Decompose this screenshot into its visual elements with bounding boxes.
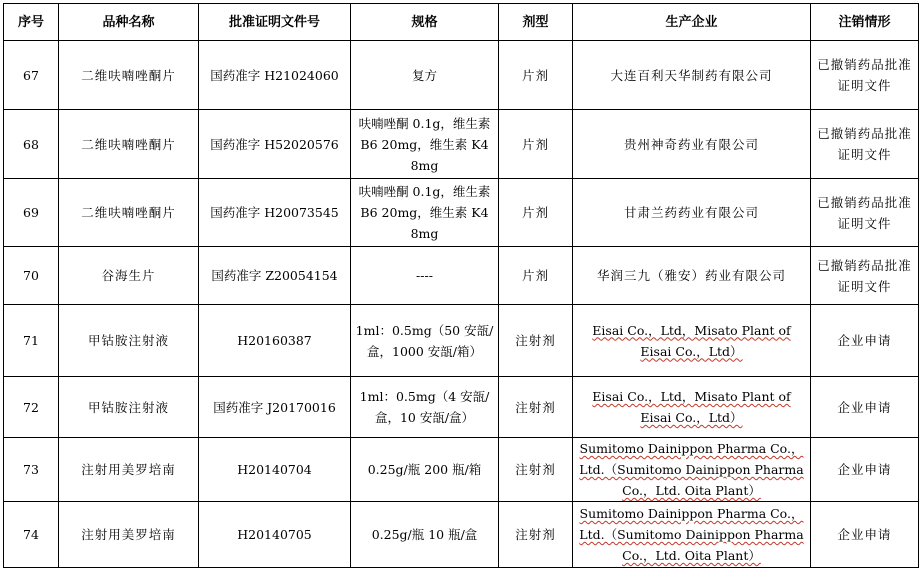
cell-product-name: 二维呋喃唑酮片 [59,179,199,247]
cell-cancellation-status: 已撤销药品批准证明文件 [811,41,919,110]
cell-dosage-form: 片剂 [499,41,573,110]
cell-serial-number: 68 [4,110,59,179]
cell-approval-number: 国药准字 H52020576 [199,110,351,179]
cell-cancellation-status: 已撤销药品批准证明文件 [811,247,919,305]
cell-serial-number: 67 [4,41,59,110]
cell-specification: 0.25g/瓶 200 瓶/箱 [351,438,499,502]
cell-approval-number: 国药准字 H20073545 [199,179,351,247]
cell-manufacturer: Sumitomo Dainippon Pharma Co.，Ltd.（Sumitomo Dainippon Pharma Co.，Ltd. Oita Plant） [573,502,811,568]
header-approval-number: 批准证明文件号 [199,4,351,41]
table-row [4,438,919,502]
cell-serial-number: 71 [4,305,59,377]
cell-manufacturer: 华润三九（雅安）药业有限公司 [573,247,811,305]
table-row [4,247,919,305]
cell-product-name: 甲钴胺注射液 [59,305,199,377]
header-dosage-form: 剂型 [499,4,573,41]
cell-approval-number: 国药准字 J20170016 [199,377,351,438]
header-serial-number: 序号 [4,4,59,41]
cell-specification: 0.25g/瓶 10 瓶/盒 [351,502,499,568]
cell-cancellation-status: 企业申请 [811,377,919,438]
header-product-name: 品种名称 [59,4,199,41]
table-row [4,110,919,179]
cell-serial-number: 73 [4,438,59,502]
cell-specification: 1ml：0.5mg（4 安瓿/盒，10 安瓿/盒） [351,377,499,438]
cell-dosage-form: 片剂 [499,179,573,247]
cell-product-name: 注射用美罗培南 [59,502,199,568]
cell-product-name: 甲钴胺注射液 [59,377,199,438]
table-row [4,377,919,438]
cell-product-name: 注射用美罗培南 [59,438,199,502]
cell-dosage-form: 注射剂 [499,438,573,502]
cell-dosage-form: 注射剂 [499,377,573,438]
cell-cancellation-status: 已撤销药品批准证明文件 [811,179,919,247]
table-row [4,179,919,247]
cell-cancellation-status: 企业申请 [811,305,919,377]
cell-product-name: 二维呋喃唑酮片 [59,110,199,179]
cell-dosage-form: 注射剂 [499,502,573,568]
table-row [4,41,919,110]
table-row [4,502,919,568]
cell-dosage-form: 注射剂 [499,305,573,377]
cell-manufacturer: Sumitomo Dainippon Pharma Co.，Ltd.（Sumitomo Dainippon Pharma Co.，Ltd. Oita Plant） [573,438,811,502]
cell-cancellation-status: 已撤销药品批准证明文件 [811,110,919,179]
cell-manufacturer: Eisai Co.，Ltd，Misato Plant of Eisai Co.，Ltd） [573,305,811,377]
cell-specification: 1ml：0.5mg（50 安瓿/盒，1000 安瓿/箱） [351,305,499,377]
cell-approval-number: 国药准字 Z20054154 [199,247,351,305]
cell-serial-number: 70 [4,247,59,305]
cell-cancellation-status: 企业申请 [811,438,919,502]
cell-serial-number: 72 [4,377,59,438]
table-row [4,305,919,377]
cell-product-name: 谷海生片 [59,247,199,305]
cell-specification: 呋喃唑酮 0.1g，维生素 B6 20mg，维生素 K4 8mg [351,110,499,179]
cell-specification: 呋喃唑酮 0.1g，维生素 B6 20mg，维生素 K4 8mg [351,179,499,247]
header-cancellation-status: 注销情形 [811,4,919,41]
cell-cancellation-status: 企业申请 [811,502,919,568]
cell-approval-number: 国药准字 H21024060 [199,41,351,110]
header-row [4,4,919,41]
cell-dosage-form: 片剂 [499,110,573,179]
cell-specification: 复方 [351,41,499,110]
cell-serial-number: 74 [4,502,59,568]
cell-serial-number: 69 [4,179,59,247]
cell-dosage-form: 片剂 [499,247,573,305]
cell-product-name: 二维呋喃唑酮片 [59,41,199,110]
cell-approval-number: H20160387 [199,305,351,377]
header-manufacturer: 生产企业 [573,4,811,41]
cell-manufacturer: Eisai Co.，Ltd，Misato Plant of Eisai Co.，Ltd） [573,377,811,438]
drug-cancellation-table [3,3,919,568]
cell-manufacturer: 大连百利天华制药有限公司 [573,41,811,110]
cell-manufacturer: 贵州神奇药业有限公司 [573,110,811,179]
cell-manufacturer: 甘肃兰药药业有限公司 [573,179,811,247]
header-specification: 规格 [351,4,499,41]
cell-approval-number: H20140705 [199,502,351,568]
cell-approval-number: H20140704 [199,438,351,502]
cell-specification: ---- [351,247,499,305]
